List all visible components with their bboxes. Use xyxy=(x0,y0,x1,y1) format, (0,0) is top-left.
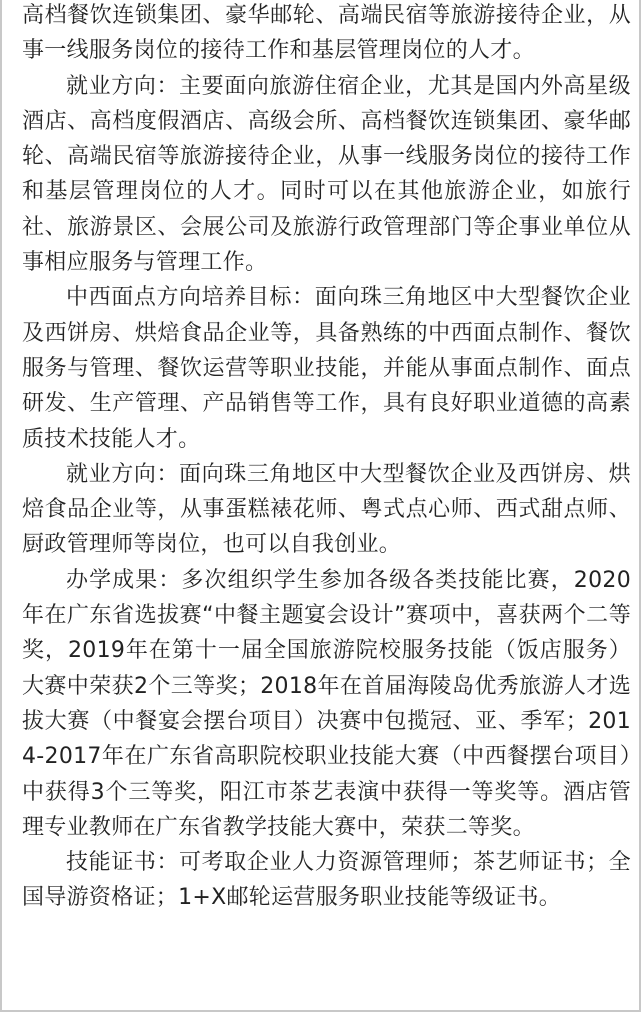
paragraph-pastry-employment: 就业方向：面向珠三角地区中大型餐饮企业及西饼房、烘焙食品企业等，从事蛋糕裱花师、粤式点心师、西式甜点师、厨政管理师等岗位，也可以自我创业。 xyxy=(22,461,631,558)
paragraph-pastry-training-goal: 中西面点方向培养目标：面向珠三角地区中大型餐饮企业及西饼房、烘焙食品企业等，具备熟练的中西面点制作、餐饮服务与管理、餐饮运营等职业技能，并能从事面点制作、面点研发、生产管理、产品销售等工作，具有良好职业道德的高素质技术技能人才。 xyxy=(22,285,631,452)
paragraph-intro-continuation: 高档餐饮连锁集团、豪华邮轮、高端民宿等旅游接待企业，从事一线服务岗位的接待工作和基层管理岗位的人才。 xyxy=(22,3,631,64)
paragraph-certificates: 技能证书：可考取企业人力资源管理师；茶艺师证书；全国导游资格证；1+X邮轮运营服务职业技能等级证书。 xyxy=(22,850,631,911)
paragraph-achievements: 办学成果：多次组织学生参加各级各类技能比赛，2020年在广东省选拔赛“中餐主题宴会设计”赛项中，喜获两个二等奖，2019年在第十一届全国旅游院校服务技能（饭店服务）大赛中荣获2个三等奖；2018年在首届海陵岛优秀旅游人才选拔大赛（中餐宴会摆台项目）决赛中包揽冠、亚、季军；2014-2017年在广东省高职院校职业技能大赛（中西餐摆台项目）中获得3个三等奖，阳江市茶艺表演中获得一等奖等。酒店管理专业教师在广东省教学技能大赛中，荣获二等奖。 xyxy=(22,567,631,840)
paragraph-hotel-employment: 就业方向：主要面向旅游住宿企业，尤其是国内外高星级酒店、高档度假酒店、高级会所、高档餐饮连锁集团、豪华邮轮、高端民宿等旅游接待企业，从事一线服务岗位的接待工作和基层管理岗位的人才。同时可以在其他旅游企业，如旅行社、旅游景区、会展公司及旅游行政管理部门等企事业单位从事相应服务与管理工作。 xyxy=(22,73,631,276)
